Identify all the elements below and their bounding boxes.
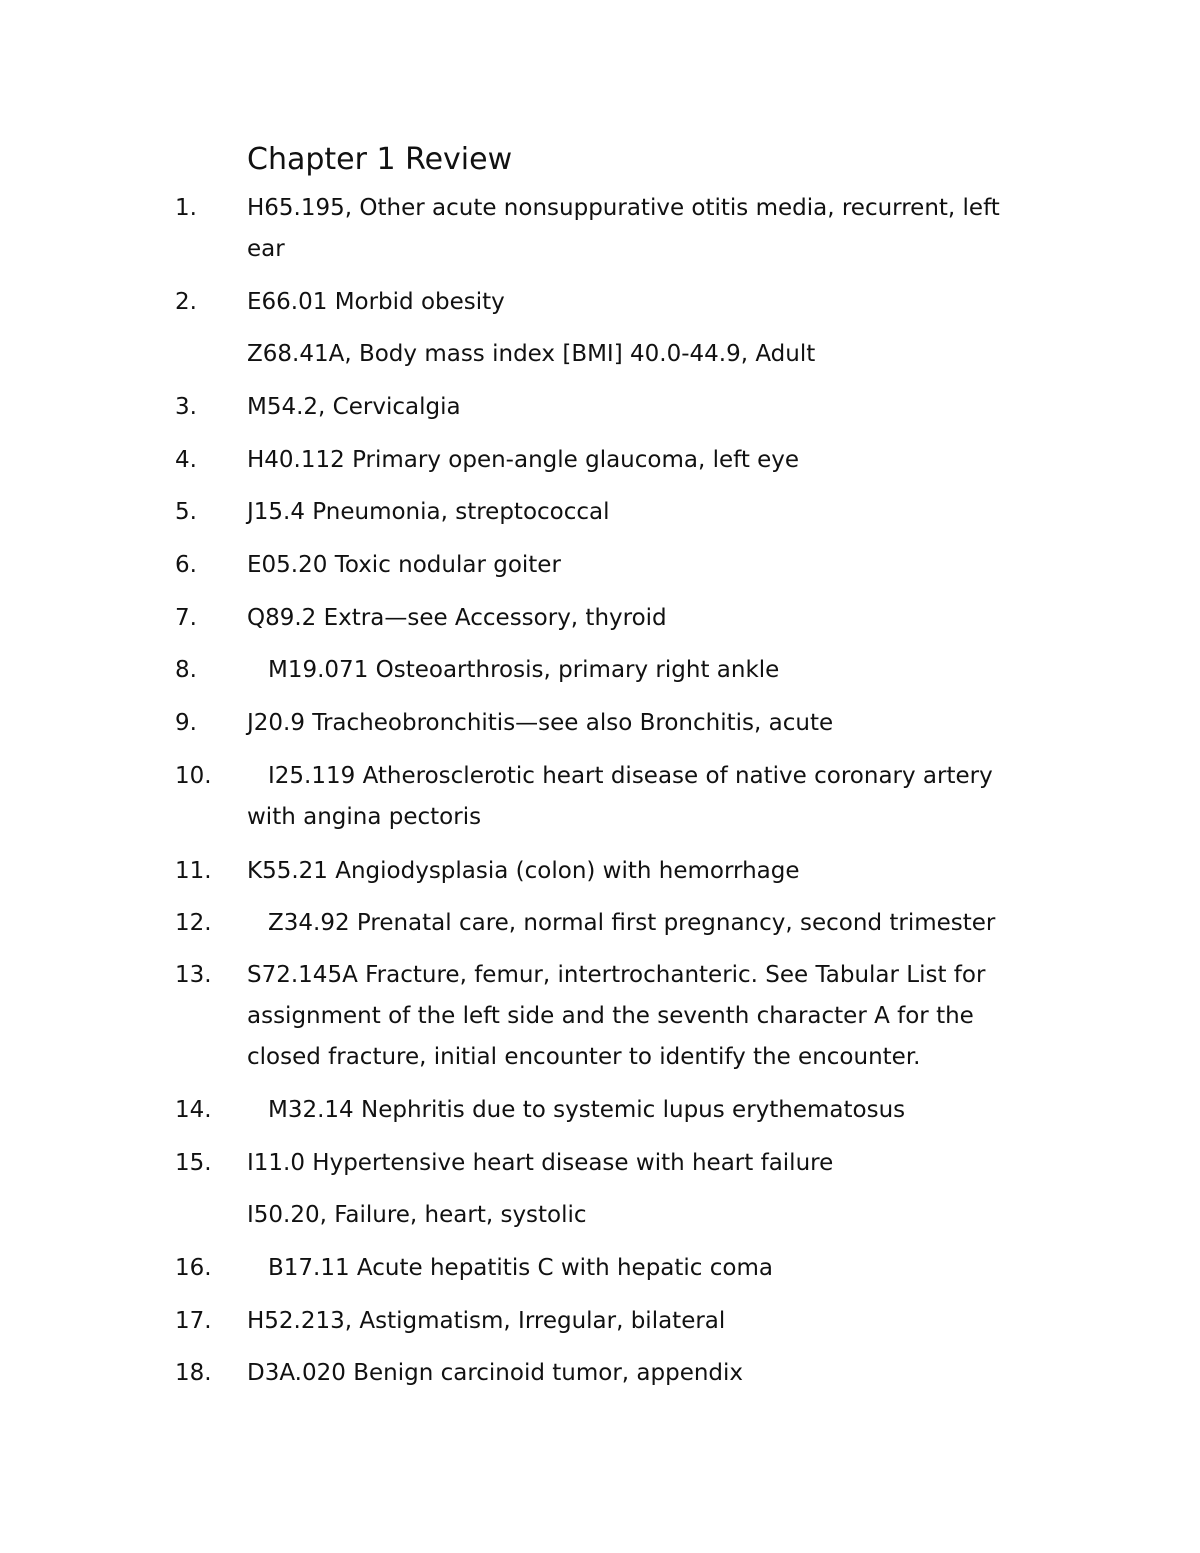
item-number: 10. — [175, 763, 212, 789]
item-text: M32.14 Nephritis due to systemic lupus erythematosus — [268, 1097, 906, 1123]
item-text: J20.9 Tracheobronchitis—see also Bronchitis, acute — [247, 710, 834, 736]
item-text: K55.21 Angiodysplasia (colon) with hemorrhage — [247, 858, 800, 884]
item-number: 11. — [175, 858, 212, 884]
item-text: S72.145A Fracture, femur, intertrochanteric. See Tabular List for assignment of the left side and the seventh character A for the closed fracture, initial encounter to identify the encounter. — [247, 962, 986, 1070]
item-number: 6. — [175, 552, 197, 578]
item-text: Q89.2 Extra—see Accessory, thyroid — [247, 605, 667, 631]
item-number: 4. — [175, 447, 197, 473]
item-text: E66.01 Morbid obesity — [247, 289, 505, 315]
item-text: I25.119 Atherosclerotic heart disease of native coronary artery with angina pectoris — [247, 763, 993, 830]
page-title: Chapter 1 Review — [247, 142, 513, 177]
item-text: E05.20 Toxic nodular goiter — [247, 552, 561, 578]
item-number: 12. — [175, 910, 212, 936]
item-text: H65.195, Other acute nonsuppurative otitis media, recurrent, left ear — [247, 195, 1000, 262]
item-number: 15. — [175, 1150, 212, 1176]
item-number: 5. — [175, 499, 197, 525]
item-number: 7. — [175, 605, 197, 631]
item-text: H52.213, Astigmatism, Irregular, bilateral — [247, 1308, 726, 1334]
item-number: 8. — [175, 657, 197, 683]
item-number: 16. — [175, 1255, 212, 1281]
item-number: 2. — [175, 289, 197, 315]
item-text: M54.2, Cervicalgia — [247, 394, 461, 420]
item-text: D3A.020 Benign carcinoid tumor, appendix — [247, 1360, 744, 1386]
item-text: I50.20, Failure, heart, systolic — [247, 1202, 587, 1228]
item-number: 18. — [175, 1360, 212, 1386]
item-text: B17.11 Acute hepatitis C with hepatic coma — [268, 1255, 773, 1281]
item-text: Z68.41A, Body mass index [BMI] 40.0-44.9, Adult — [247, 341, 816, 367]
item-text: H40.112 Primary open-angle glaucoma, left eye — [247, 447, 800, 473]
item-text: M19.071 Osteoarthrosis, primary right ankle — [268, 657, 780, 683]
item-number: 1. — [175, 195, 197, 221]
item-text: Z34.92 Prenatal care, normal first pregnancy, second trimester — [268, 910, 996, 936]
item-text: J15.4 Pneumonia, streptococcal — [247, 499, 610, 525]
item-number: 13. — [175, 962, 212, 988]
item-number: 3. — [175, 394, 197, 420]
item-number: 14. — [175, 1097, 212, 1123]
item-number: 17. — [175, 1308, 212, 1334]
item-text: I11.0 Hypertensive heart disease with heart failure — [247, 1150, 834, 1176]
item-number: 9. — [175, 710, 197, 736]
